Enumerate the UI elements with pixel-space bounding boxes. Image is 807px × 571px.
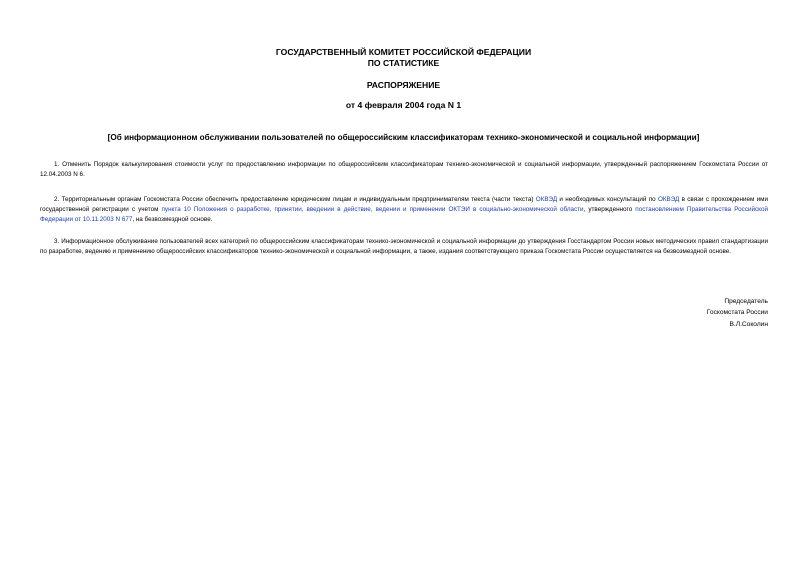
okved-link-1[interactable]: ОКВЭД <box>535 196 558 203</box>
paragraph-2-text-5: , на безвозмездной основе. <box>132 216 213 224</box>
paragraph-2-text-3: в связи с прохождением ими государственной регистрации с учетом <box>40 196 768 214</box>
signature-position: Председатель <box>724 298 768 305</box>
paragraph-2 <box>40 195 768 226</box>
document-title: [Об информационном обслуживании пользователей по общероссийским классификаторам технико-экономической и социальной информации] <box>107 133 700 142</box>
signature-name: В.Л.Соколин <box>729 320 768 328</box>
paragraph-2-text-4: , утвержденного <box>583 206 636 214</box>
government-decree-link[interactable]: постановлением Правительства Российской Федерации от 10.11.2003 N 677 <box>40 206 768 224</box>
paragraph-2-text-2: и необходимых консультаций по <box>557 196 658 203</box>
paragraph-1: 1. Отменить Порядок калькулирования стоимости услуг по предоставлению информации по общероссийским классификаторам технико-экономической и социальной информации, утвержденный распоряжением Госкомстата России от 12.04.2003 N 6. <box>40 161 768 179</box>
regulation-point-10-link[interactable]: пункта 10 Положения о разработке, принятии, введении в действие, ведении и применении ОКТЭИ в социально-экономической области <box>161 206 584 214</box>
header-committee: ГОСУДАРСТВЕННЫЙ КОМИТЕТ РОССИЙСКОЙ ФЕДЕРАЦИИ <box>275 47 532 57</box>
paragraph-2-text-1: 2. Территориальным органам Госкомстата России обеспечить предоставление юридическим лицам и индивидуальным предпринимателям текста (части текста) <box>54 196 536 203</box>
paragraph-3: 3. Информационное обслуживание пользователей всех категорий по общероссийским классификаторам технико-экономической и социальной информации до утверждения Госстандартом России новых методических правил стандартизации по разработке, ведению и применению общероссийских классификаторов технико-экономической и социальной информации, а также, издания соответствующего приказа Госкомстата России осуществляется на безвозмездной основе. <box>40 238 768 256</box>
signature-organization: Госкомстата России <box>706 309 768 316</box>
document-date-number: от 4 февраля 2004 года N 1 <box>345 100 462 110</box>
document-type: РАСПОРЯЖЕНИЕ <box>366 80 441 90</box>
header-committee-suffix: ПО СТАТИСТИКЕ <box>367 58 440 68</box>
okved-link-2[interactable]: ОКВЭД <box>657 196 680 203</box>
